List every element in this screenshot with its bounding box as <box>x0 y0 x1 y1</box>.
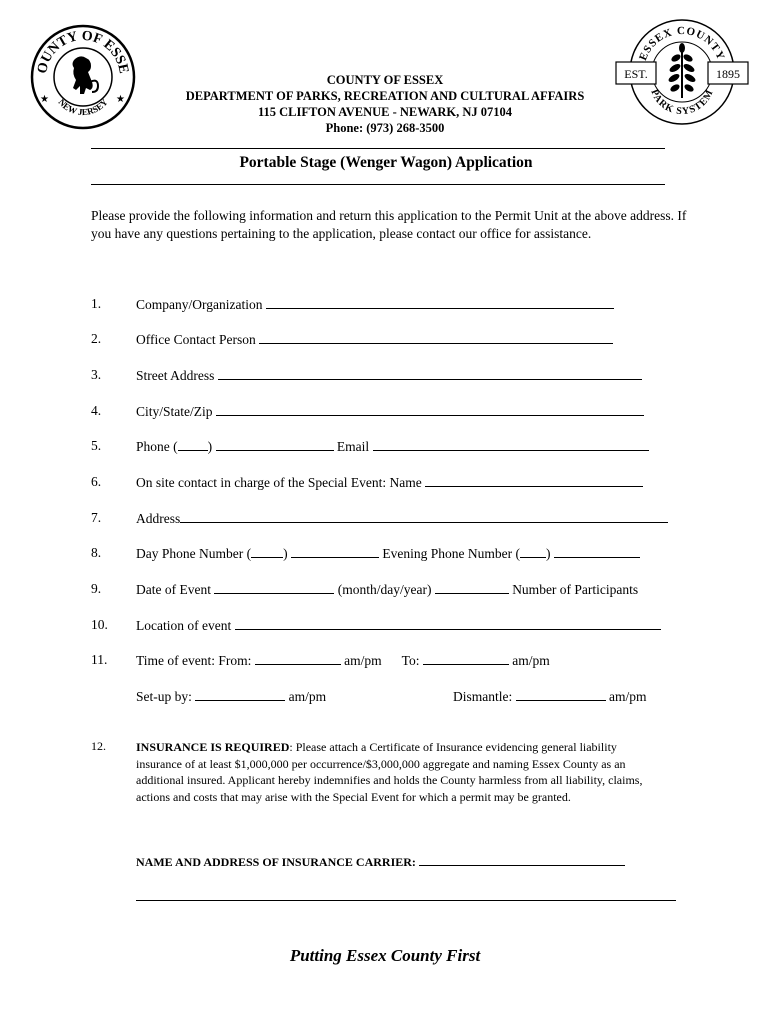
dismantle-label: Dismantle: <box>453 689 513 704</box>
office-contact-label: Office Contact Person <box>136 332 256 347</box>
day-phone-area-input[interactable] <box>251 545 283 558</box>
phone-label: Phone ( <box>136 439 178 454</box>
dismantle-unit: am/pm <box>609 689 647 704</box>
evening-phone-area-input[interactable] <box>520 545 546 558</box>
header-department: DEPARTMENT OF PARKS, RECREATION AND CULTURAL AFFAIRS <box>185 89 585 103</box>
park-seal-est: EST. <box>624 67 648 81</box>
insurance-text <box>136 739 656 805</box>
item-number: 1. <box>91 296 102 311</box>
address-label: Address <box>136 511 181 526</box>
office-contact-input[interactable] <box>259 331 613 344</box>
field-setup-dismantle <box>136 688 326 705</box>
setup-label: Set-up by: <box>136 689 192 704</box>
seal-top-text: OUNTY OF ESSE <box>34 28 131 75</box>
park-seal-bottom-text: PARK SYSTEM <box>648 87 716 118</box>
date-format-hint: (month/day/year) <box>337 582 432 597</box>
svg-text:NEW JERSEY <box>56 97 110 117</box>
item-number: 9. <box>91 581 102 596</box>
park-system-seal-logo <box>614 16 750 128</box>
header-phone: Phone: (973) 268-3500 <box>325 121 445 135</box>
item-number: 7. <box>91 510 102 525</box>
item-number: 10. <box>91 617 108 632</box>
insurance-body: : Please attach a Certificate of Insurance evidencing general liability insurance of at least $1,000,000 per occurrence/$3,000,000 aggregate and naming Essex County as an additional insured. Applicant hereby indemnifies and holds the County harmless from all liability, claims, actions and costs that may arise with the Special Event for which a permit may be granted. <box>136 740 643 804</box>
insurance-carrier-address-input[interactable] <box>136 900 676 901</box>
item-number: 11. <box>91 652 108 667</box>
setup-input[interactable] <box>195 688 285 701</box>
evening-phone-label: Evening Phone Number ( <box>382 546 520 561</box>
item-number: 3. <box>91 367 102 382</box>
participants-label: Number of Participants <box>512 582 639 597</box>
time-to-unit: am/pm <box>512 653 550 668</box>
field-dismantle <box>453 688 647 705</box>
date-of-event-label: Date of Event <box>136 582 211 597</box>
setup-unit: am/pm <box>288 689 327 704</box>
header-county: COUNTY OF ESSEX <box>326 73 444 87</box>
time-from-input[interactable] <box>255 652 341 665</box>
svg-text:★: ★ <box>116 94 125 105</box>
footer-slogan: Putting Essex County First <box>289 946 481 965</box>
phone-input[interactable] <box>216 438 334 451</box>
email-label: Email <box>336 439 370 454</box>
location-label: Location of event <box>136 618 232 633</box>
dismantle-input[interactable] <box>516 688 606 701</box>
city-state-zip-input[interactable] <box>216 403 644 416</box>
address-input[interactable] <box>180 510 668 523</box>
time-to-label: To: <box>401 653 420 668</box>
time-from-unit: am/pm <box>344 653 382 668</box>
park-seal-top-text: ESSEX COUNTY <box>637 24 727 63</box>
evening-phone-paren-close: ) <box>545 546 551 561</box>
item-number: 6. <box>91 474 102 489</box>
onsite-contact-label: On site contact in charge of the Special Event: Name <box>136 475 422 490</box>
title-rule-bottom <box>91 184 665 185</box>
company-label: Company/Organization <box>136 297 263 312</box>
day-phone-label: Day Phone Number ( <box>136 546 252 561</box>
intro-paragraph: Please provide the following information and return this application to the Permit Unit at the above address. If you have any questions pertaining to the application, please contact our office for assistance. <box>91 208 687 241</box>
date-of-event-input[interactable] <box>214 581 334 594</box>
street-address-label: Street Address <box>136 368 215 383</box>
title-rule-top <box>91 148 665 149</box>
header-address: 115 CLIFTON AVENUE - NEWARK, NJ 07104 <box>257 105 513 119</box>
location-input[interactable] <box>235 617 661 630</box>
item-number: 8. <box>91 545 102 560</box>
insurance-required-heading: INSURANCE IS REQUIRED <box>136 740 290 754</box>
phone-paren-close: ) <box>207 439 213 454</box>
street-address-input[interactable] <box>218 367 642 380</box>
day-phone-input[interactable] <box>291 545 379 558</box>
insurance-carrier-input[interactable] <box>419 853 625 866</box>
company-input[interactable] <box>266 296 614 309</box>
evening-phone-input[interactable] <box>554 545 640 558</box>
onsite-contact-input[interactable] <box>425 474 643 487</box>
time-to-input[interactable] <box>423 652 509 665</box>
item-number: 12. <box>91 739 106 753</box>
svg-text:★: ★ <box>40 94 49 105</box>
insurance-carrier-field <box>136 853 625 870</box>
seal-bottom-text: NEW JERSEY <box>56 97 110 118</box>
form-title: Portable Stage (Wenger Wagon) Application <box>239 154 533 171</box>
day-phone-paren-close: ) <box>283 546 288 561</box>
park-seal-year: 1895 <box>716 67 740 81</box>
item-number: 4. <box>91 403 102 418</box>
participants-input[interactable] <box>435 581 509 594</box>
item-number: 2. <box>91 331 102 346</box>
email-input[interactable] <box>373 438 649 451</box>
phone-area-code-input[interactable] <box>178 438 208 451</box>
insurance-carrier-label: NAME AND ADDRESS OF INSURANCE CARRIER: <box>136 855 416 869</box>
city-state-zip-label: City/State/Zip <box>136 404 213 419</box>
county-seal-logo <box>30 24 136 130</box>
item-number: 5. <box>91 438 102 453</box>
department-header <box>150 72 620 136</box>
time-from-label: Time of event: From: <box>136 653 252 668</box>
